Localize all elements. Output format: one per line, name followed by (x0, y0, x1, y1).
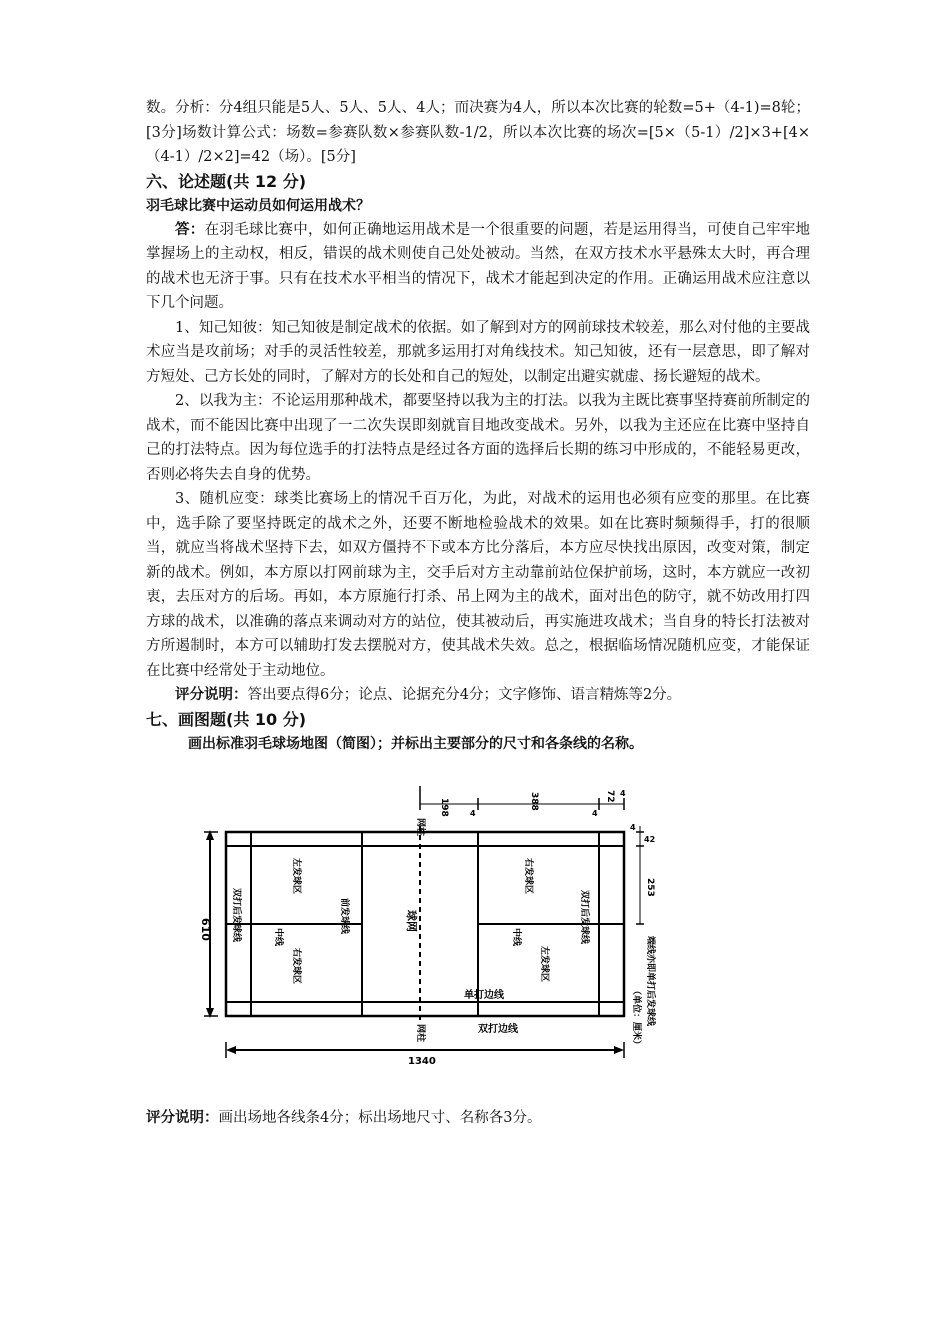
dim-72-label: 72 (605, 790, 615, 803)
answer-label: 答： (175, 221, 205, 238)
net-post-top-label: 网柱 (415, 818, 425, 837)
right-court-left-service-label: 左发球区 (539, 946, 549, 983)
section6-scoring (146, 683, 810, 708)
section7-scoring (146, 1106, 810, 1131)
dim-253-label: 253 (645, 878, 655, 897)
net-label: 球网 (405, 910, 418, 932)
left-center-line-label: 中线 (273, 928, 283, 947)
point2-paragraph: 2、以我为主：不论运用那种战术，都要坚持以我为主的打法。以我为主既比赛事坚持赛前所制定的战术，而不能因比赛中出现了一二次失误即刻就盲目地改变战术。另外，以我为主还应在比赛中坚持自己的打法特点。因为每位选手的打法特点是经过各方面的选择后长期的练习中形成的，不能轻易更改，否则必将失去自身的优势。 (146, 393, 810, 483)
point3-paragraph: 3、随机应变：球类比赛场上的情况千百万化，为此，对战术的运用也必须有应变的那里。在比赛中，选手除了要坚持既定的战术之外，还要不断地检验战术的效果。如在比赛时频频得手，打的很顺当，就应当将战术坚持下去，如双方僵持不下或本方比分落后，本方应尽快找出原因，改变对策，制定新的战术。例如，本方原以打网前球为主，交手后对方主动靠前站位保护前场，这时，本方就应一改初衷，去压对方的后场。再如，本方原施行打杀、吊上网为主的战术，面对出色的防守，就不妨改用打四方球的战术，以准确的落点来调动对方的站位，使其被动后，再实施进攻战术；当自身的特长打法被对方所遏制时，本方可以辅助打发去摆脱对方，使其战术失效。总之，根据临场情况随机应变，才能保证在比赛中经常处于主动地位。 (146, 491, 810, 679)
section7-heading: 七、画图题(共 10 分) (146, 709, 307, 729)
answer-intro-text: 在羽毛球比赛中，如何正确地运用战术是一个很重要的问题，若是运用得当，可使自己牢牢地掌握场上的主动权，相反，错误的战术则使自己处处被动。当然，在双方技术水平悬殊太大时，再合理的战术也无济于事。只有在技术水平相当的情况下，战术才能起到决定的作用。正确运用战术应注意以下几个问题。 (146, 221, 811, 311)
length-arrow-right (614, 1046, 624, 1054)
document-body (146, 96, 810, 756)
section6-scoring-text: 答出要点得6分；论点、论据充分4分；文字修饰、语言精炼等2分。 (247, 687, 682, 703)
net-post-bottom-label: 网柱 (415, 1024, 425, 1043)
section7-scoring-label: 评分说明： (146, 1110, 219, 1126)
badminton-court-diagram (196, 786, 666, 1076)
left-court-right-service-label: 右发球区 (291, 948, 301, 985)
dim-4a-label: 4 (470, 809, 476, 818)
section7-scoring-block (146, 1106, 810, 1131)
right-edge-line-label: 端线亦即单打后发球线 (645, 936, 655, 1027)
doubles-sideline-label: 双打边线 (478, 1024, 518, 1035)
dim-198-label: 198 (439, 798, 449, 817)
left-court-left-service-label: 左发球区 (291, 858, 301, 895)
right-doubles-back-service-label: 双打后发球线 (579, 890, 589, 945)
section7-scoring-text: 画出场地各线条4分；标出场地尺寸、名称各3分。 (218, 1110, 542, 1126)
section7-question: 画出标准羽毛球场地图（简图）；并标出主要部分的尺寸和各条线的名称。 (188, 735, 643, 752)
continuation-paragraph: 数。分析：分4组只能是5人、5人、5人、4人；而决赛为4人，所以本次比赛的轮数=5+（4-1)=8轮；[3分]场数计算公式：场数=参赛队数×参赛队数-1/2，所以本次比赛的场次=[5×（5-1）/2]×3+[4×（4-1）/2×2]=42（场）。[5分] (146, 100, 810, 165)
length-arrow-left (226, 1046, 236, 1054)
answer-intro-paragraph (146, 218, 810, 316)
court-svg (196, 786, 666, 1076)
dim-388-label: 388 (529, 792, 539, 811)
dim-610-label: 610 (199, 918, 212, 941)
right-center-line-label: 中线 (511, 928, 521, 947)
point1-paragraph: 1、知己知彼：知己知彼是制定战术的依据。如了解到对方的网前球技术较差，那么对付他的主要战术应当是攻前场；对手的灵活性较差，那就多运用打对角线技术。知己知彼，还有一层意思，即了解对方短处、己方长处的同时，了解对方的长处和自己的短处，以制定出避实就虚、扬长避短的战术。 (146, 319, 810, 385)
section6-question: 羽毛球比赛中运动员如何运用战术？ (146, 197, 370, 214)
left-front-service-line-label: 前发球线 (339, 898, 349, 935)
unit-label: （单位：厘米） (631, 986, 641, 1050)
section6-scoring-label: 评分说明： (175, 687, 248, 703)
dim-1340-label: 1340 (408, 1056, 436, 1067)
dim-42-label: 42 (644, 835, 656, 844)
right-court-right-service-label: 右发球区 (523, 858, 533, 895)
left-doubles-back-service-label: 双打后发球线 (231, 888, 241, 943)
dim-4d-label: 4 (630, 823, 636, 832)
section6-heading: 六、论述题(共 12 分) (146, 171, 307, 191)
dim-4c-label: 4 (620, 789, 626, 798)
dim-4b-label: 4 (592, 809, 598, 818)
singles-sideline-label: 单打边线 (464, 990, 504, 1001)
